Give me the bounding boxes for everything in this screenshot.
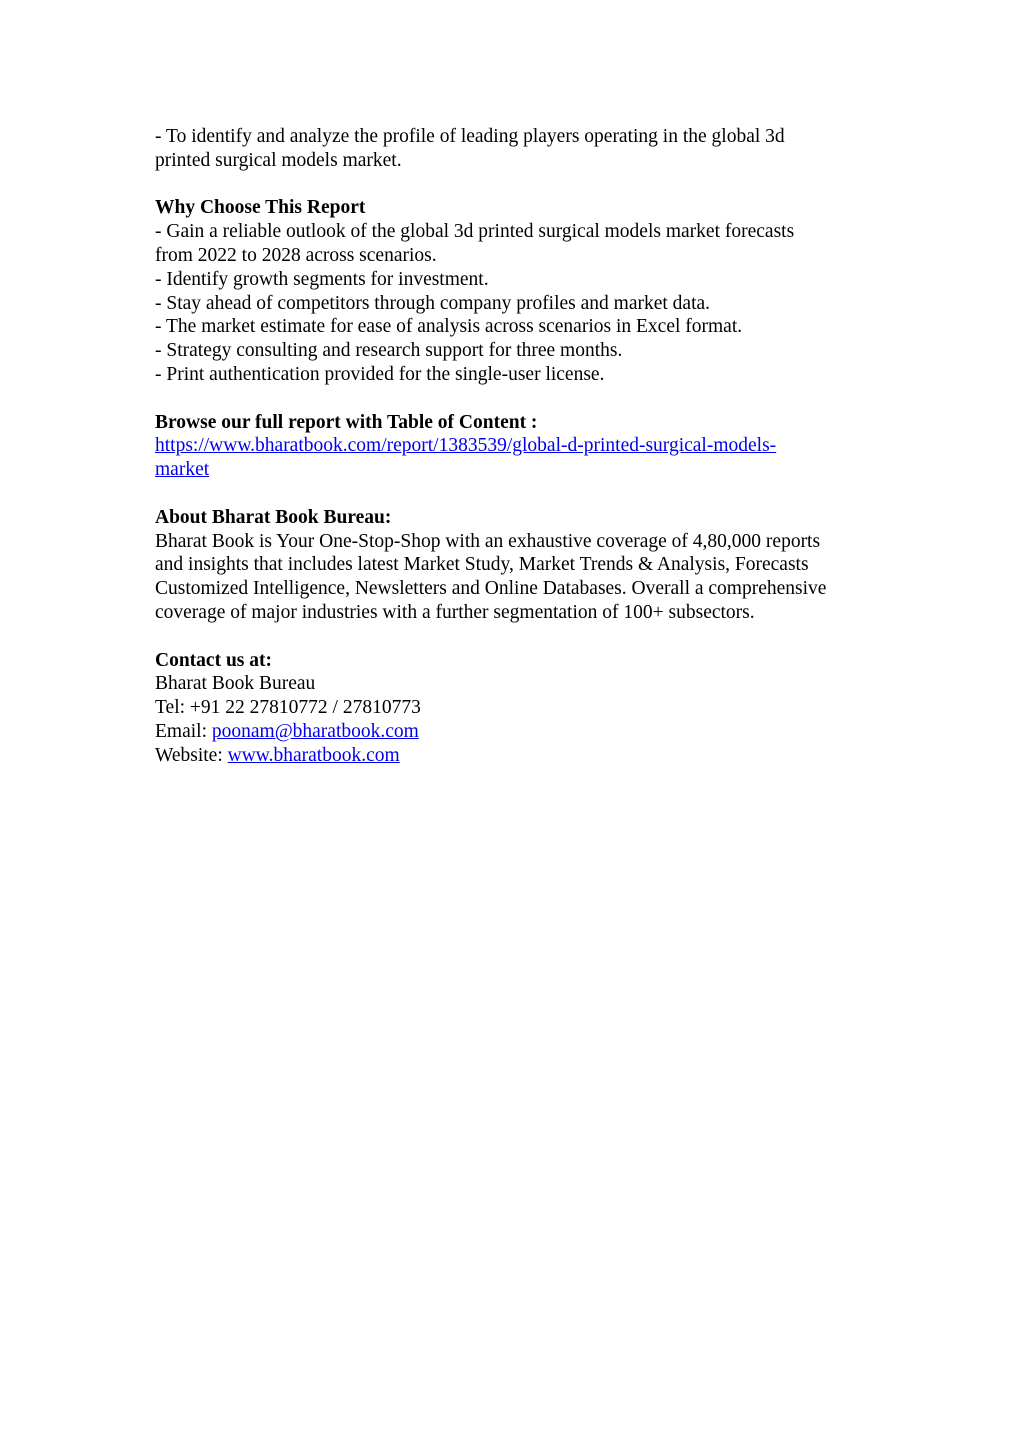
about-heading: About Bharat Book Bureau: — [155, 506, 392, 528]
intro-line: - To identify and analyze the profile of leading players operating in the global 3d — [155, 126, 785, 147]
why-choose-line: from 2022 to 2028 across scenarios. — [155, 244, 437, 266]
why-choose-heading: Why Choose This Report — [155, 197, 366, 219]
website-label: Website: — [155, 744, 228, 766]
paragraph-gap — [155, 387, 885, 411]
paragraph-gap — [155, 625, 885, 649]
browse-heading: Browse our full report with Table of Content : — [155, 411, 538, 433]
paragraph-gap — [155, 173, 885, 197]
website-link[interactable]: www.bharatbook.com — [227, 744, 400, 766]
contact-website-line — [155, 744, 885, 768]
contact-email-line — [155, 720, 885, 744]
why-choose-line: - Identify growth segments for investment. — [155, 268, 489, 290]
about-line: Bharat Book is Your One-Stop-Shop with an exhaustive coverage of 4,80,000 reports — [155, 530, 821, 552]
email-label: Email: — [155, 720, 212, 742]
email-link[interactable]: poonam@bharatbook.com — [211, 720, 419, 742]
why-choose-line: - Stay ahead of competitors through company profiles and market data. — [155, 292, 711, 314]
why-choose-line: - Print authentication provided for the single-user license. — [155, 363, 605, 385]
report-link-line — [155, 458, 885, 482]
about-line: and insights that includes latest Market Study, Market Trends & Analysis, Forecasts — [155, 554, 809, 576]
report-link[interactable]: https://www.bharatbook.com/report/1383539/global-d-printed-surgical-models- — [155, 435, 777, 457]
paragraph-gap — [155, 482, 885, 506]
contact-company: Bharat Book Bureau — [155, 673, 316, 695]
contact-tel: Tel: +91 22 27810772 / 27810773 — [155, 697, 421, 719]
document-page — [155, 125, 885, 768]
why-choose-line: - The market estimate for ease of analysis across scenarios in Excel format. — [155, 316, 743, 338]
why-choose-line: - Gain a reliable outlook of the global 3d printed surgical models market forecasts — [155, 221, 795, 243]
about-line: Customized Intelligence, Newsletters and Online Databases. Overall a comprehensive — [155, 578, 827, 600]
contact-heading: Contact us at: — [155, 649, 272, 671]
report-link-line — [155, 434, 885, 458]
intro-line: printed surgical models market. — [155, 149, 402, 171]
about-line: coverage of major industries with a further segmentation of 100+ subsectors. — [155, 601, 755, 623]
why-choose-line: - Strategy consulting and research support for three months. — [155, 340, 623, 362]
report-link-continued[interactable]: market — [155, 459, 210, 481]
